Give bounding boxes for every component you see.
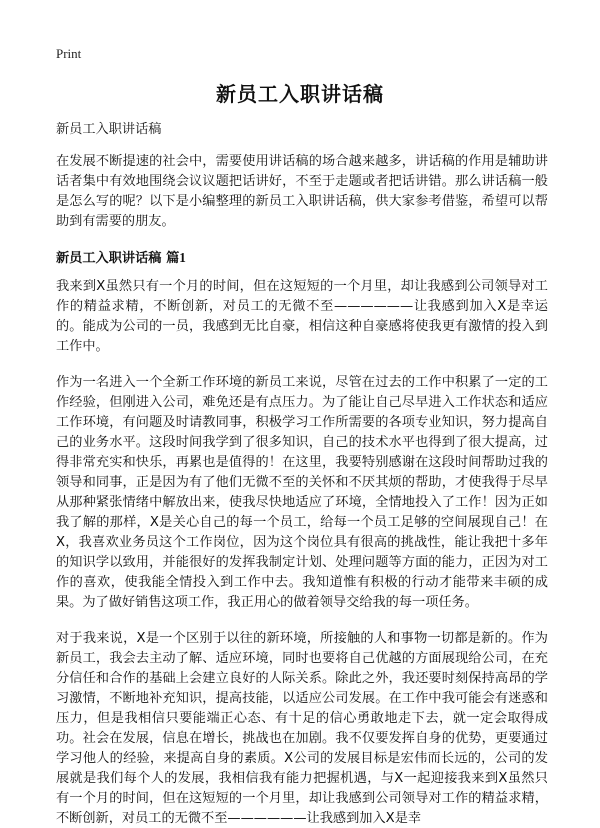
body-paragraph-2: 作为一名进入一个全新工作环境的新员工来说，尽管在过去的工作中积累了一定的工作经验，但刚进入公司，难免还是有点压力。为了能让自己尽早进入工作状态和适应工作环境，有问题及时请教同事，积极学习工作所需要的各项专业知识，努力提高自己的业务水平。这段时间我学到了很多知识，自己的技术水平也得到了很大提高，过得非常充实和快乐，再累也是值得的！在这里，我要特别感谢在这段时间帮助过我的领导和同事，正是因为有了他们无微不至的关怀和不厌其烦的帮助，才使我得于尽早从那种紧张情绪中解放出来，使我尽快地适应了环境，全情地投入了工作！因为正如我了解的那样，X是关心自己的每一个员工，给每一个员工足够的空间展现自己！在X，我喜欢业务员这个工作岗位，因为这个岗位具有很高的挑战性，能让我把十多年的知识学以致用，并能很好的发挥我制定计划、处理问题等方面的能力，正因为对工作的喜欢，使我能全情投入到工作中去。我知道惟有积极的行动才能带来丰硕的成果。为了做好销售这项工作，我正用心的做着领导交给我的每一项任务。 [56,375,548,610]
section-heading [56,248,548,269]
body-paragraph-1: 我来到X虽然只有一个月的时间，但在这短短的一个月里，却让我感到公司领导对工作的精益求精，不断创新，对员工的无微不至——————让我感到加入X是幸运的。能成为公司的一员，我感到无比自豪，相信这种自豪感将使我更有激情的投入到工作中。 [56,279,548,354]
document-title: 新员工入职讲话稿 [216,82,384,106]
intro-paragraph: 在发展不断提速的社会中，需要使用讲话稿的场合越来越多，讲话稿的作用是辅助讲话者集中有效地围绕会议议题把话讲好，不至于走题或者把话讲错。那么讲话稿一般是怎么写的呢？以下是小编整理的新员工入职讲话稿，供大家参考借鉴，希望可以帮助到有需要的朋友。 [56,154,548,229]
document-subtitle: 新员工入职讲话稿 [56,122,162,137]
body-paragraph-3: 对于我来说，X是一个区别于以往的新环境，所接触的人和事物一切都是新的。作为新员工，我会去主动了解、适应环境，同时也要将自己优越的方面展现给公司，在充分信任和合作的基础上会建立良好的人际关系。除此之外，我还要时刻保持高昂的学习激情，不断地补充知识，提高技能，以适应公司发展。在工作中我可能会有迷惑和压力，但是我相信只要能端正心态、有十足的信心勇敢地走下去，就一定会取得成功。社会在发展，信息在增长，挑战也在加剧。我不仅要发挥自身的优势，更要通过学习他人的经验，来提高自身的素质。X公司的发展目标是宏伟而长远的，公司的发展就是我们每个人的发展，我相信我有能力把握机遇，与X一起迎接我来到X虽然只有一个月的时间，但在这短短的一个月里，却让我感到公司领导对工作的精益求精，不断创新，对员工的无微不至——————让我感到加入X是幸 [56,631,548,826]
section-heading-text: 新员工入职讲话稿 篇 [56,251,180,266]
document-body [56,120,548,828]
print-label: Print [56,46,82,61]
section-heading-number: 1 [179,250,186,265]
